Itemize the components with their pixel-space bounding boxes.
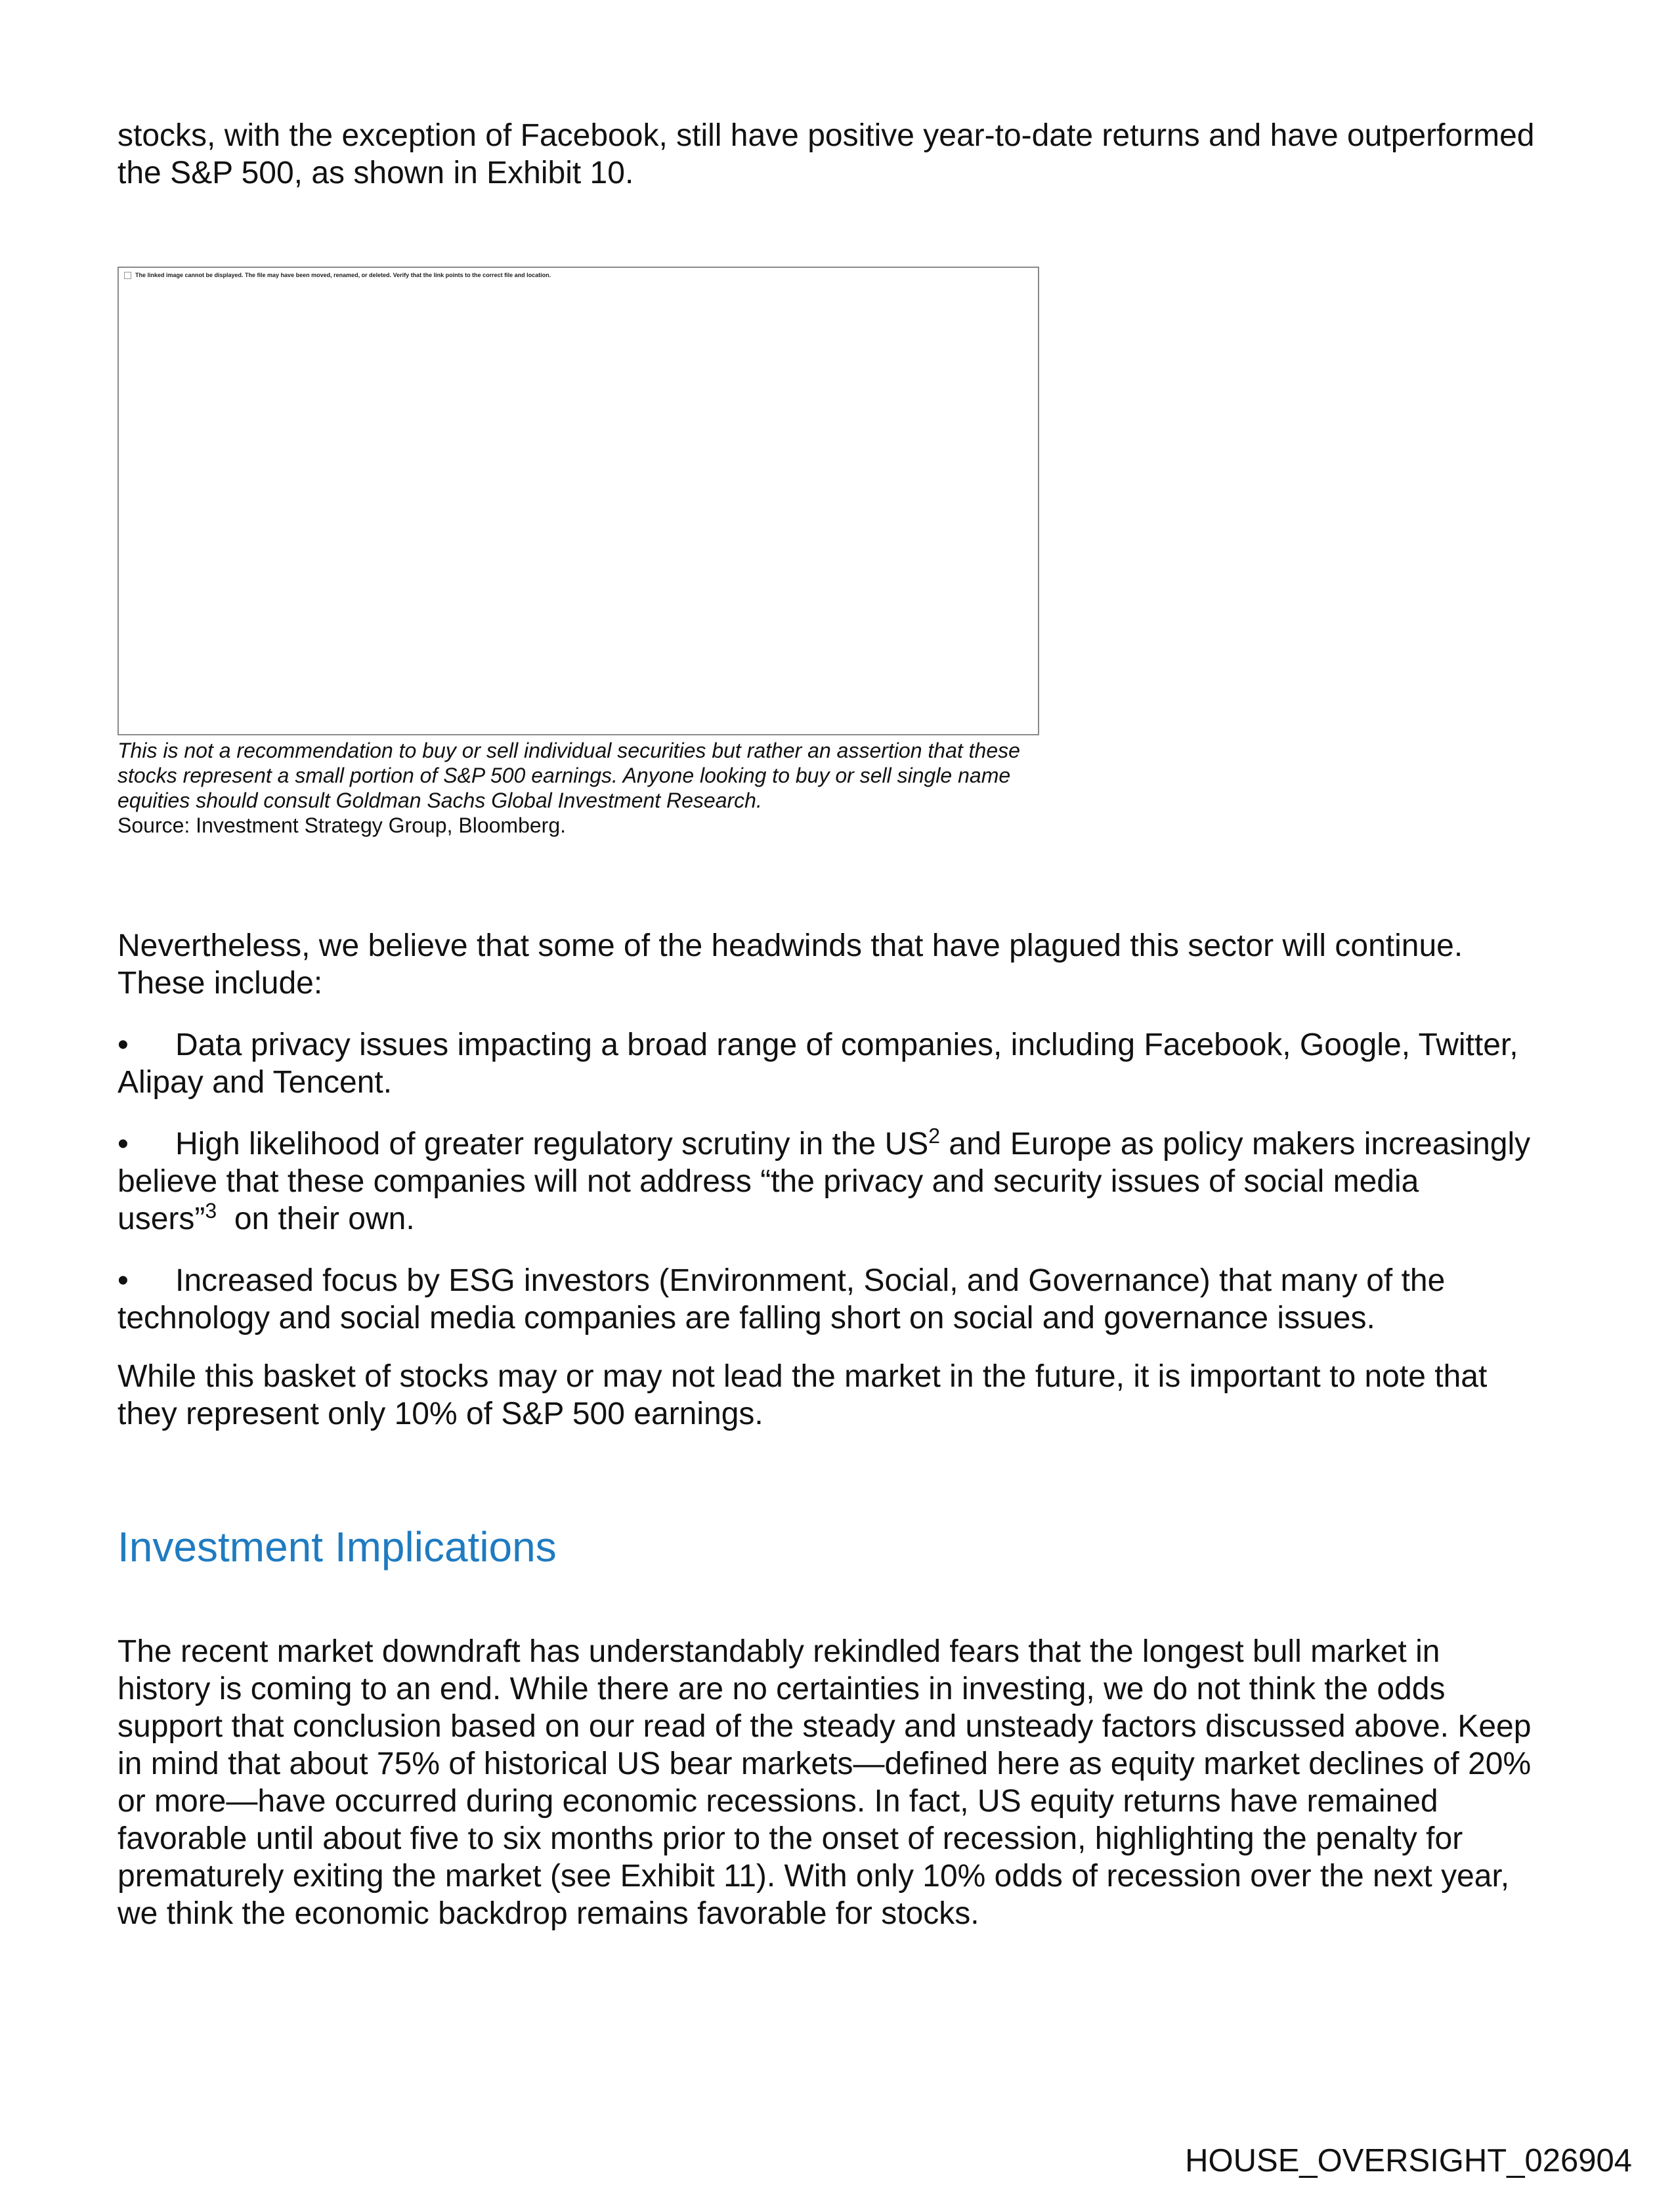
implications-paragraph <box>118 1633 1531 1932</box>
text-line: or more—have occurred during economic recessions. In fact, US equity returns have remained <box>118 1784 1438 1819</box>
text-line: Data privacy issues impacting a broad range of companies, including Facebook, Google, Twitter, <box>175 1028 1518 1062</box>
text-segment: users” <box>118 1202 205 1236</box>
text-line: Alipay and Tencent. <box>118 1065 393 1100</box>
text-line: in mind that about 75% of historical US bear markets—defined here as equity market declines of 20% <box>118 1746 1532 1781</box>
text-line: support that conclusion based on our read of the steady and unsteady factors discussed above. Keep <box>118 1709 1532 1744</box>
text-line: Nevertheless, we believe that some of the headwinds that have plagued this sector will continue. <box>118 928 1463 963</box>
disclaimer-line: This is not a recommendation to buy or sell individual securities but rather an assertion that these <box>118 739 1020 762</box>
text-segment: and Europe as policy makers increasingly <box>940 1127 1531 1161</box>
text-line: These include: <box>118 966 323 1001</box>
exhibit-caption <box>118 738 1020 838</box>
text-line: prematurely exiting the market (see Exhibit 11). With only 10% odds of recession over the next year, <box>118 1859 1510 1894</box>
text-segment: on their own. <box>217 1202 415 1236</box>
exhibit-10-image-placeholder <box>118 267 1039 735</box>
bullet-item-regulation <box>118 1125 1530 1238</box>
source-note: Source: Investment Strategy Group, Bloomberg. <box>118 813 566 837</box>
text-line: history is coming to an end. While there are no certainties in investing, we do not think the odds <box>118 1672 1446 1706</box>
bullet-icon: • <box>118 1028 129 1062</box>
bullet-item-esg <box>118 1262 1445 1337</box>
text-line: stocks, with the exception of Facebook, still have positive year-to-date returns and have outperformed <box>118 118 1535 153</box>
broken-image-text: The linked image cannot be displayed. The file may have been moved, renamed, or deleted. Verify that the link points to the correct file and location. <box>135 272 551 278</box>
text-line: believe that these companies will not address “the privacy and security issues of social media <box>118 1164 1419 1199</box>
text-line: Increased focus by ESG investors (Environment, Social, and Governance) that many of the <box>175 1263 1446 1298</box>
intro-paragraph <box>118 117 1534 192</box>
bullet-item-privacy <box>118 1026 1518 1101</box>
text-line: While this basket of stocks may or may not lead the market in the future, it is important to note that <box>118 1359 1488 1394</box>
text-line: technology and social media companies are falling short on social and governance issues. <box>118 1301 1375 1335</box>
disclaimer-line: equities should consult Goldman Sachs Global Investment Research. <box>118 789 762 812</box>
bullet-icon: • <box>118 1127 129 1161</box>
text-line: favorable until about five to six months prior to the onset of recession, highlighting the penalty for <box>118 1821 1463 1856</box>
text-line: the S&P 500, as shown in Exhibit 10. <box>118 156 634 190</box>
basket-paragraph <box>118 1358 1487 1433</box>
text-line: The recent market downdraft has understandably rekindled fears that the longest bull market in <box>118 1634 1440 1669</box>
bates-number: HOUSE_OVERSIGHT_026904 <box>1185 2143 1632 2179</box>
section-heading: Investment Implications <box>118 1523 557 1571</box>
broken-image-icon <box>124 272 131 279</box>
disclaimer-line: stocks represent a small portion of S&P 500 earnings. Anyone looking to buy or sell single name <box>118 764 1011 787</box>
footnote-ref[interactable]: 2 <box>928 1124 941 1148</box>
broken-image-message <box>124 272 551 279</box>
bullet-icon: • <box>118 1263 129 1298</box>
footnote-ref[interactable]: 3 <box>205 1199 217 1223</box>
headwinds-paragraph <box>118 927 1463 1002</box>
text-line: they represent only 10% of S&P 500 earnings. <box>118 1397 763 1431</box>
text-line: we think the economic backdrop remains favorable for stocks. <box>118 1896 979 1931</box>
text-segment: High likelihood of greater regulatory scrutiny in the US <box>175 1127 929 1161</box>
